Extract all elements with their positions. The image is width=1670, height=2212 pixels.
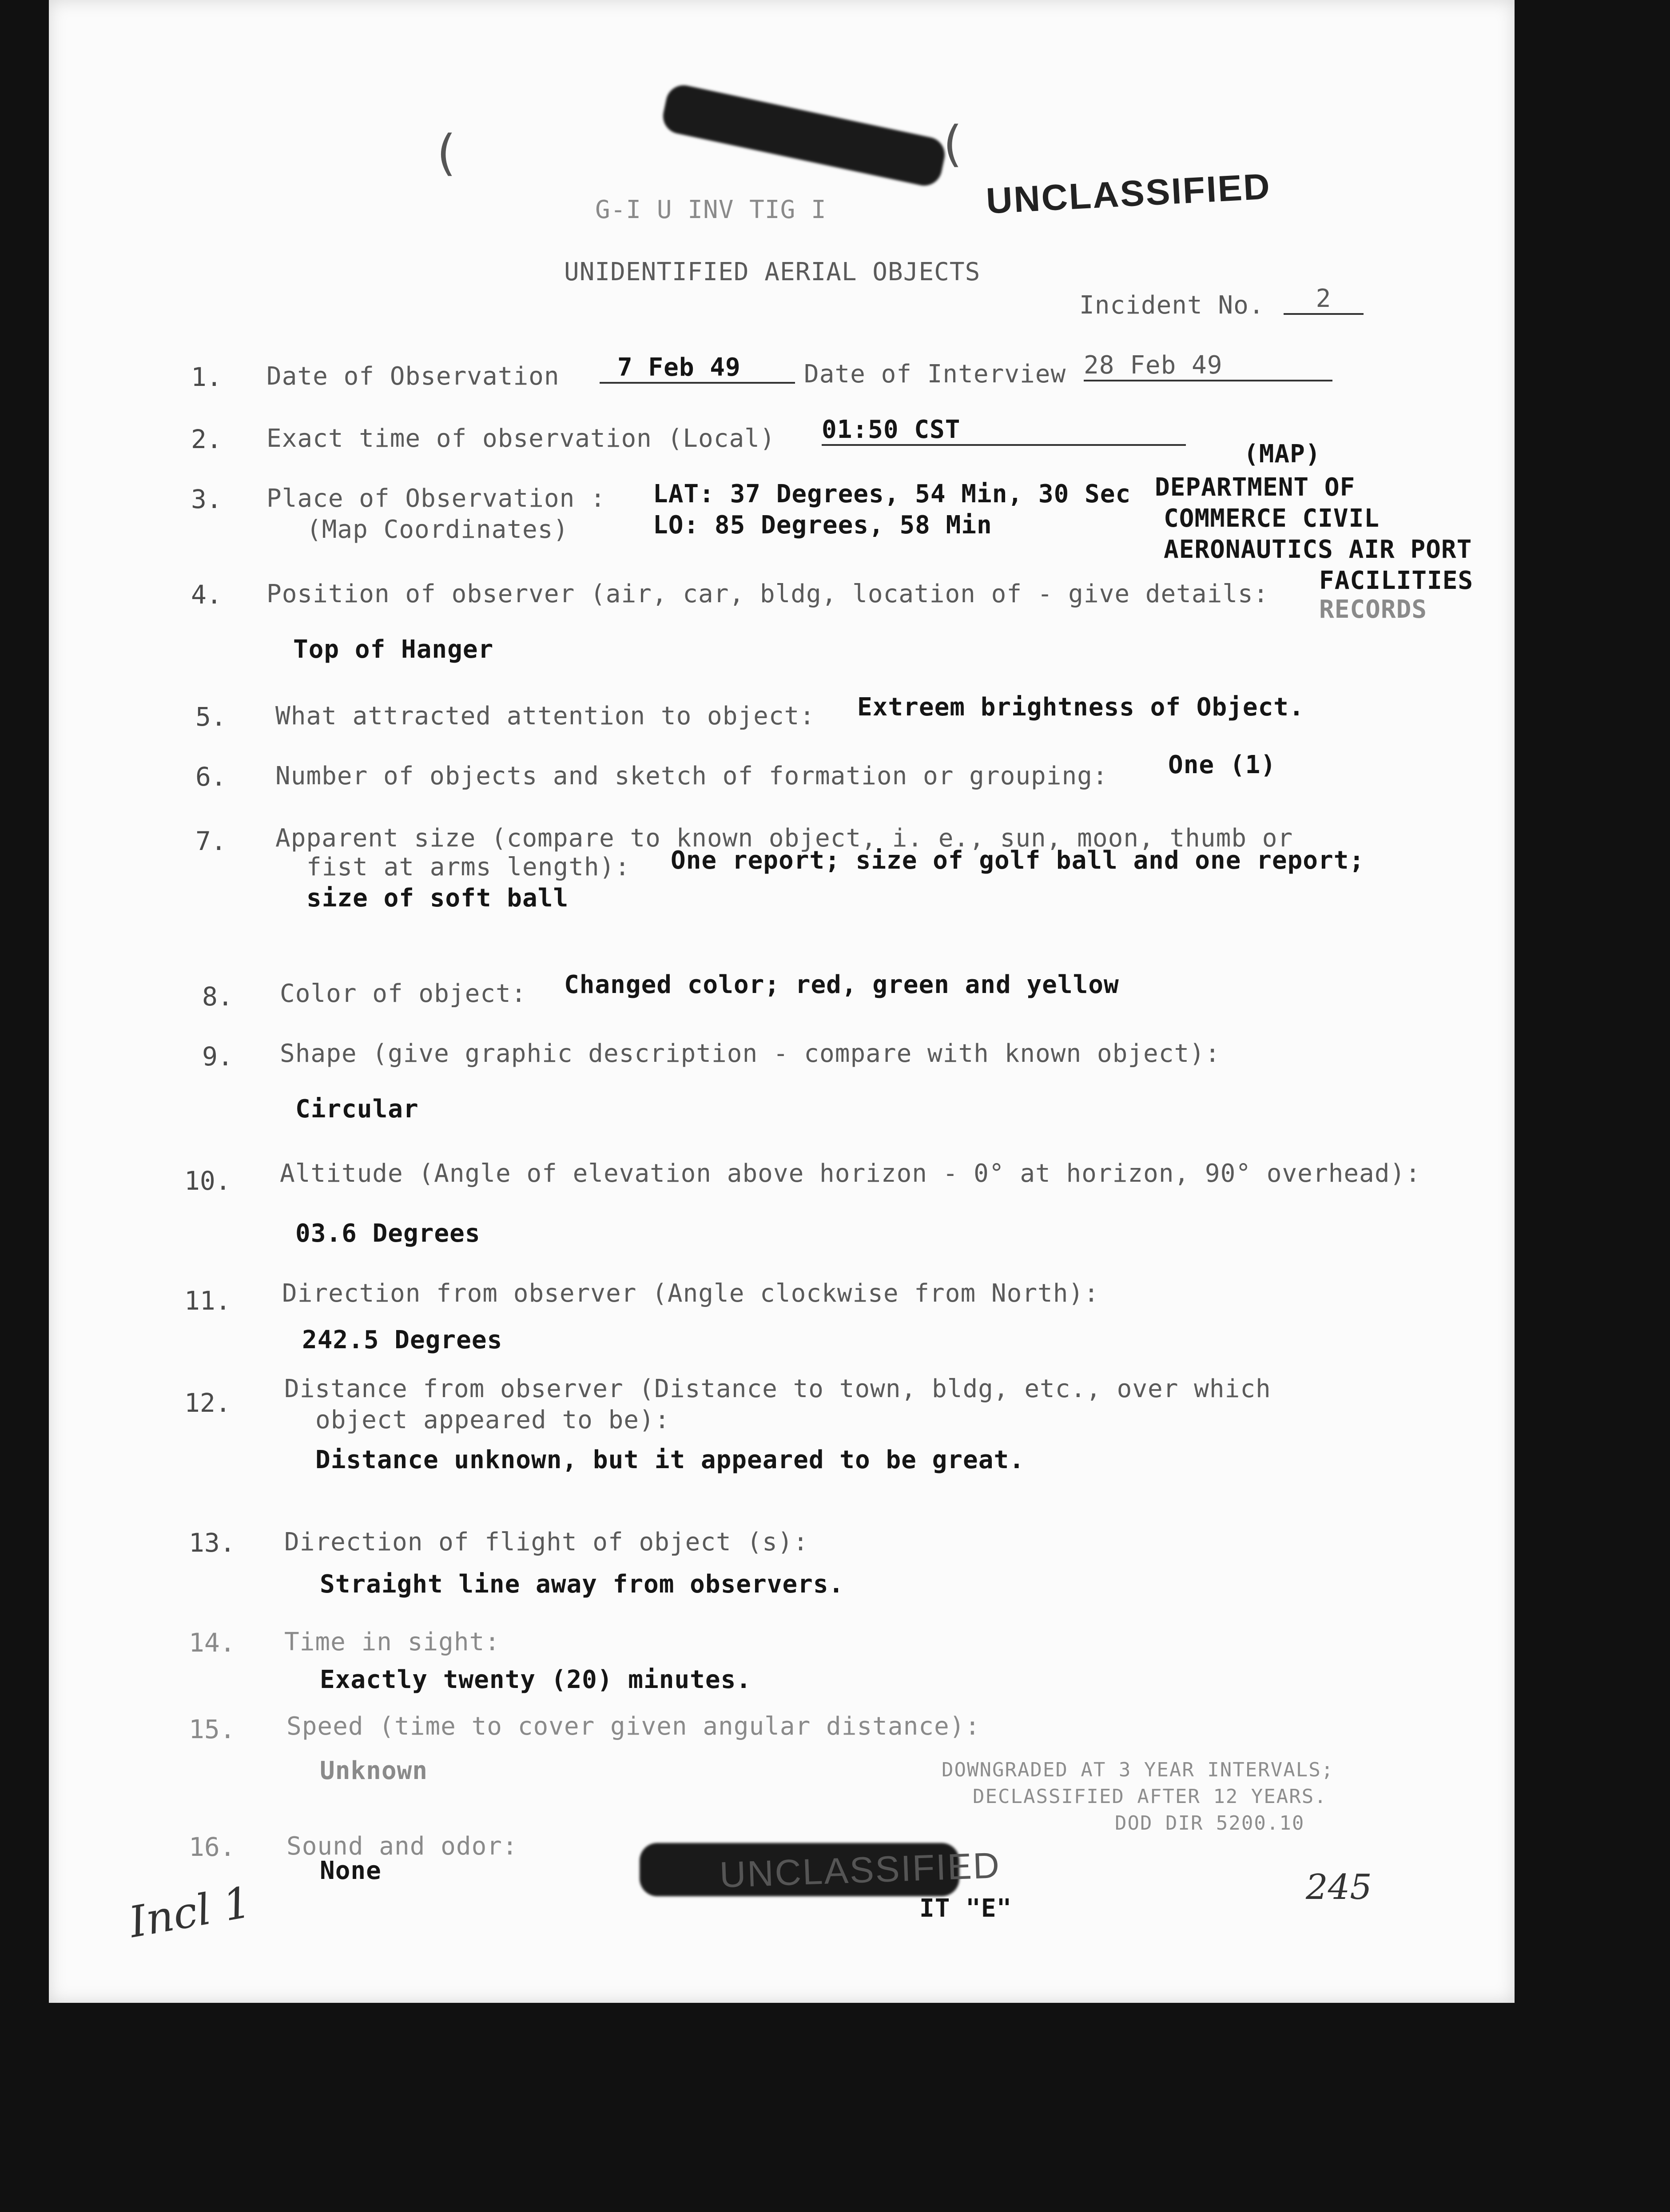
item-label: Position of observer (air, car, bldg, location of - give details: bbox=[266, 580, 1269, 608]
object-speed: Unknown bbox=[320, 1756, 428, 1785]
time-in-sight: Exactly twenty (20) minutes. bbox=[320, 1665, 752, 1694]
side-note-line: AERONAUTICS AIR PORT bbox=[1164, 535, 1472, 564]
header-top-line: G-I U INV TIG I bbox=[595, 195, 827, 224]
item-label: Speed (time to cover given angular distance): bbox=[286, 1712, 981, 1741]
incident-label: Incident No. bbox=[1079, 291, 1264, 320]
unclassified-stamp-bottom: UNCLASSIFIED bbox=[719, 1845, 1002, 1896]
item-number: 11. bbox=[184, 1286, 231, 1316]
item-label: What attracted attention to object: bbox=[275, 702, 815, 731]
item-label: Place of Observation : bbox=[266, 484, 606, 513]
flight-direction: Straight line away from observers. bbox=[320, 1570, 844, 1599]
item-sublabel: (Map Coordinates) bbox=[306, 515, 569, 544]
downgrade-stamp-line: DECLASSIFIED AFTER 12 YEARS. bbox=[973, 1785, 1327, 1808]
attraction-reason: Extreem brightness of Object. bbox=[857, 693, 1304, 722]
item-number: 7. bbox=[195, 826, 227, 856]
observation-time: 01:50 CST bbox=[822, 415, 1186, 446]
longitude: LO: 85 Degrees, 58 Min bbox=[653, 511, 992, 540]
redaction-top bbox=[660, 82, 948, 189]
item-label-2: fist at arms length): bbox=[306, 853, 631, 882]
sound-and-odor: None bbox=[320, 1856, 382, 1885]
item-number: 6. bbox=[195, 762, 227, 792]
latitude: LAT: 37 Degrees, 54 Min, 30 Sec bbox=[653, 480, 1131, 508]
item-label: Direction of flight of object (s): bbox=[284, 1528, 809, 1557]
item-label: Distance from observer (Distance to town, bldg, etc., over which bbox=[284, 1374, 1271, 1403]
document-page bbox=[49, 0, 1515, 2003]
unclassified-stamp-top: UNCLASSIFIED bbox=[985, 166, 1272, 222]
item-number: 14. bbox=[189, 1628, 235, 1658]
item-label: Sound and odor: bbox=[286, 1832, 518, 1861]
side-note-line: COMMERCE CIVIL bbox=[1164, 504, 1380, 533]
form-title: UNIDENTIFIED AERIAL OBJECTS bbox=[564, 258, 981, 286]
item-label: Altitude (Angle of elevation above horizon - 0° at horizon, 90° overhead): bbox=[280, 1159, 1421, 1188]
item-number: 2. bbox=[191, 424, 222, 454]
item-number: 15. bbox=[189, 1714, 235, 1744]
object-color: Changed color; red, green and yellow bbox=[564, 970, 1119, 999]
item-label: Shape (give graphic description - compare with known object): bbox=[280, 1039, 1221, 1068]
item-number: 4. bbox=[191, 580, 222, 610]
object-count: One (1) bbox=[1168, 751, 1276, 779]
item-label: Direction from observer (Angle clockwise from North): bbox=[282, 1279, 1099, 1308]
item-number: 16. bbox=[189, 1832, 235, 1862]
object-distance: Distance unknown, but it appeared to be great. bbox=[315, 1446, 1025, 1474]
side-note-line: (MAP) bbox=[1244, 440, 1321, 469]
item-label: Date of Observation bbox=[266, 362, 560, 391]
apparent-size-2: size of soft ball bbox=[306, 884, 569, 913]
side-note-line: DEPARTMENT OF bbox=[1155, 473, 1356, 502]
object-altitude: 03.6 Degrees bbox=[295, 1219, 481, 1248]
side-note-line: FACILITIES bbox=[1319, 566, 1474, 595]
item-number: 3. bbox=[191, 484, 222, 514]
item-number: 9. bbox=[202, 1041, 233, 1072]
downgrade-stamp-line: DOD DIR 5200.10 bbox=[1115, 1812, 1305, 1835]
item-number: 13. bbox=[189, 1528, 235, 1558]
incident-value: 2 bbox=[1284, 284, 1364, 315]
item-label: Time in sight: bbox=[284, 1628, 501, 1656]
item-label-2: Date of Interview bbox=[804, 360, 1066, 389]
observation-date: 7 Feb 49 bbox=[600, 353, 795, 384]
side-note-line: RECORDS bbox=[1319, 595, 1427, 624]
item-number: 10. bbox=[184, 1166, 231, 1196]
observer-position: Top of Hanger bbox=[293, 635, 494, 664]
apparent-size: One report; size of golf ball and one report; bbox=[671, 846, 1365, 875]
object-shape: Circular bbox=[295, 1095, 419, 1124]
punch-mark: ( bbox=[937, 115, 967, 172]
downgrade-stamp-line: DOWNGRADED AT 3 YEAR INTERVALS; bbox=[942, 1759, 1334, 1781]
punch-mark: ( bbox=[431, 124, 461, 181]
page-number: 245 bbox=[1306, 1867, 1372, 1907]
handwritten-note: Incl 1 bbox=[125, 1877, 255, 1948]
item-label: Exact time of observation (Local) bbox=[266, 424, 775, 453]
item-number: 8. bbox=[202, 981, 233, 1012]
interview-date: 28 Feb 49 bbox=[1084, 351, 1332, 381]
item-number: 12. bbox=[184, 1388, 231, 1418]
item-number: 1. bbox=[191, 362, 222, 392]
item-label-2: object appeared to be): bbox=[315, 1406, 670, 1434]
exhibit-label: IT "E" bbox=[919, 1894, 1012, 1923]
item-number: 5. bbox=[195, 702, 227, 732]
item-label: Number of objects and sketch of formation or grouping: bbox=[275, 762, 1108, 790]
item-label: Apparent size (compare to known object, i. e., sun, moon, thumb or bbox=[275, 824, 1293, 853]
object-direction: 242.5 Degrees bbox=[302, 1326, 503, 1354]
item-label: Color of object: bbox=[280, 979, 527, 1008]
